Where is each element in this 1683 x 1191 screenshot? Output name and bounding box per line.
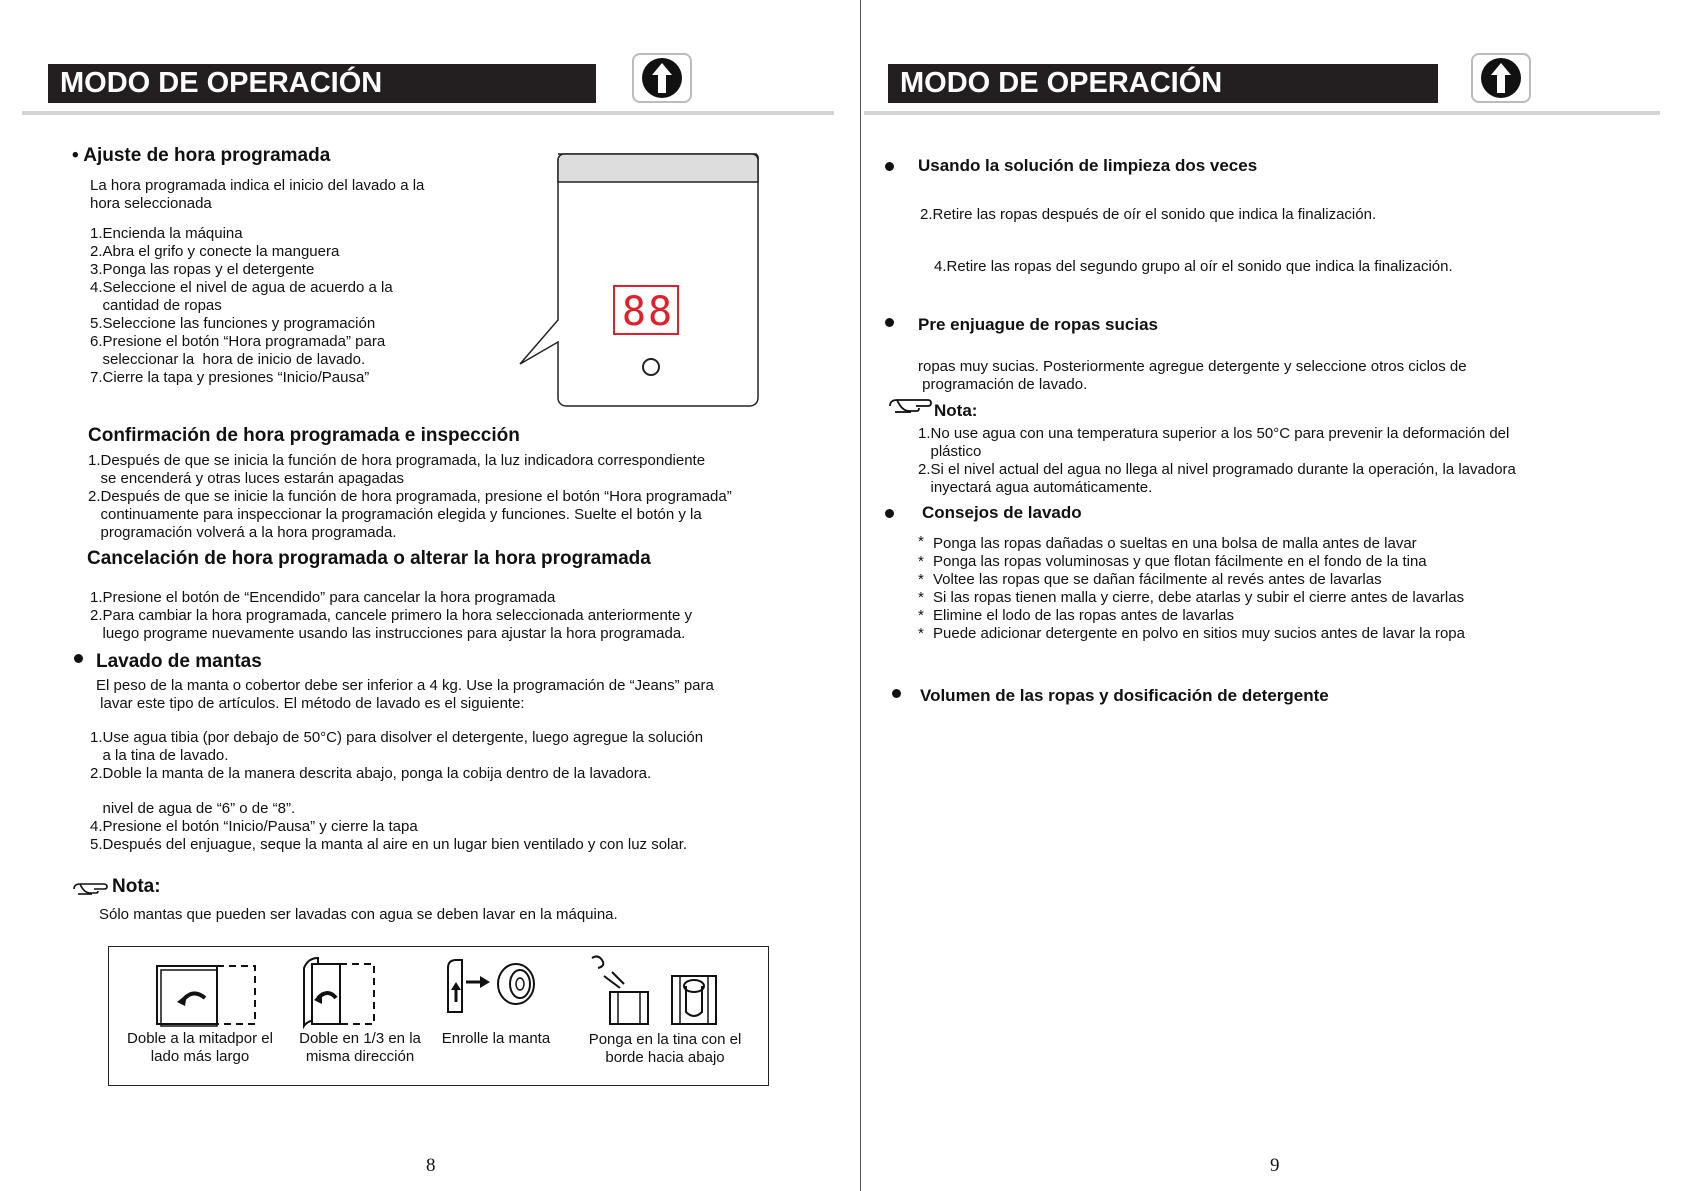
step-line: 6.Presione el botón “Hora programada” para (90, 333, 386, 350)
body-line: 2.Retire las ropas después de oír el sonido que indica la finalización. (920, 206, 1377, 223)
tip-line: Voltee las ropas que se dañan fácilmente al revés antes de lavarlas (933, 571, 1382, 588)
figure-caption: Ponga en la tina con el borde hacia abajo (588, 1031, 742, 1066)
left-header-title: MODO DE OPERACIÓN (48, 64, 596, 103)
figure-caption: Enrolle la manta (441, 1030, 551, 1047)
body-line: lavar este tipo de artículos. El método de lavado es el siguiente: (96, 695, 525, 712)
step-line: 5.Después del enjuague, seque la manta al aire en un lugar bien ventilado y con luz solar. (90, 836, 688, 853)
tip-line: Puede adicionar detergente en polvo en sitios muy sucios antes de lavar la ropa (933, 625, 1465, 642)
control-panel-illustration (518, 152, 760, 410)
up-arrow-icon (632, 53, 692, 103)
body-line: 2.Después de que se inicie la función de hora programada, presione el botón “Hora programada” (88, 488, 732, 505)
asterisk-icon: * (918, 589, 924, 606)
fold-half-icon (155, 962, 260, 1028)
body-line: programación de lavado. (918, 376, 1088, 393)
pointing-hand-icon (72, 880, 108, 898)
figure-caption: Doble a la mitadpor el lado más largo (127, 1030, 273, 1065)
tip-line: Ponga las ropas voluminosas y que flotan fácilmente en el fondo de la tina (933, 553, 1427, 570)
step-line: cantidad de ropas (90, 297, 222, 314)
note-line: 1.No use agua con una temperatura superior a los 50°C para prevenir la deformación del (918, 425, 1510, 442)
step-line: 1.Encienda la máquina (90, 225, 243, 242)
page-divider (860, 0, 861, 1191)
body-line: 4.Retire las ropas del segundo grupo al oír el sonido que indica la finalización. (934, 258, 1453, 275)
section-title-scheduled-time: • Ajuste de hora programada (72, 145, 331, 166)
note-line: inyectará agua automáticamente. (918, 479, 1153, 496)
body-line: 1.Presione el botón de “Encendido” para cancelar la hora programada (90, 589, 556, 606)
right-header-title: MODO DE OPERACIÓN (888, 64, 1438, 103)
note-line: plástico (918, 443, 982, 460)
step-line: 3.Ponga las ropas y el detergente (90, 261, 315, 278)
note-title: Nota: (112, 876, 161, 897)
body-line: continuamente para inspeccionar la programación elegida y funciones. Suelte el botón y la (88, 506, 702, 523)
body-line: luego programe nuevamente usando las instrucciones para ajustar la hora programada. (90, 625, 686, 642)
up-arrow-icon (1471, 53, 1531, 103)
header-rule (864, 111, 1660, 115)
tip-line: Si las ropas tienen malla y cierre, debe atarlas y subir el cierre antes de lavarlas (933, 589, 1465, 606)
step-line: nivel de agua de “6” o de “8”. (90, 800, 296, 817)
tip-line: Ponga las ropas dañadas o sueltas en una bolsa de malla antes de lavar (933, 535, 1417, 552)
asterisk-icon: * (918, 625, 924, 642)
step-line: 4.Seleccione el nivel de agua de acuerdo a la (90, 279, 393, 296)
bullet-icon (892, 689, 901, 698)
section-title-tips: Consejos de lavado (922, 503, 1082, 522)
note-title: Nota: (934, 401, 978, 420)
section-title-cleaning-twice: Usando la solución de limpieza dos veces (918, 156, 1258, 175)
body-line: programación volverá a la hora programada. (88, 524, 397, 541)
step-line: 1.Use agua tibia (por debajo de 50°C) para disolver el detergente, luego agregue la solución (90, 729, 704, 746)
step-line: a la tina de lavado. (90, 747, 229, 764)
section-title-cancel: Cancelación de hora programada o alterar la hora programada (87, 548, 651, 569)
place-in-tub-icon (590, 954, 720, 1026)
asterisk-icon: * (918, 571, 924, 588)
intro-line: La hora programada indica el inicio del lavado a la (90, 177, 425, 194)
bullet-icon (885, 162, 894, 171)
pointing-hand-icon (888, 396, 932, 416)
asterisk-icon: * (918, 607, 924, 624)
roll-blanket-icon (444, 958, 540, 1018)
asterisk-icon: * (918, 553, 924, 570)
asterisk-icon: * (918, 533, 924, 550)
step-line: 7.Cierre la tapa y presiones “Inicio/Pausa” (90, 369, 370, 386)
step-line: seleccionar la hora de inicio de lavado. (90, 351, 366, 368)
step-line: 2.Doble la manta de la manera descrita abajo, ponga la cobija dentro de la lavadora. (90, 765, 652, 782)
section-title-volume-dosage: Volumen de las ropas y dosificación de detergente (920, 686, 1329, 705)
section-title-prewash: Pre enjuague de ropas sucias (918, 315, 1158, 334)
bullet-icon (74, 654, 83, 663)
note-line: 2.Si el nivel actual del agua no llega al nivel programado durante la operación, la lavadora (918, 461, 1516, 478)
body-line: El peso de la manta o cobertor debe ser inferior a 4 kg. Use la programación de “Jeans” para (96, 677, 714, 694)
tip-line: Elimine el lodo de las ropas antes de lavarlas (933, 607, 1235, 624)
note-text: Sólo mantas que pueden ser lavadas con agua se deben lavar en la máquina. (99, 906, 618, 923)
intro-line: hora seleccionada (90, 195, 212, 212)
step-line: 2.Abra el grifo y conecte la manguera (90, 243, 340, 260)
body-line: 2.Para cambiar la hora programada, cancele primero la hora seleccionada anteriormente y (90, 607, 692, 624)
step-line: 5.Seleccione las funciones y programación (90, 315, 376, 332)
digital-display-digits: 88 (621, 289, 675, 335)
fold-third-icon (300, 956, 380, 1030)
section-title-blankets: Lavado de mantas (96, 651, 262, 672)
body-line: se encenderá y otras luces estarán apagadas (88, 470, 405, 487)
section-title-confirmation: Confirmación de hora programada e inspección (88, 425, 520, 446)
figure-caption: Doble en 1/3 en la misma dirección (299, 1030, 421, 1065)
body-line: 1.Después de que se inicia la función de hora programada, la luz indicadora correspondiente (88, 452, 706, 469)
bullet-icon (885, 318, 894, 327)
step-line: 4.Presione el botón “Inicio/Pausa” y cierre la tapa (90, 818, 418, 835)
page-number: 8 (426, 1155, 436, 1176)
header-rule (22, 111, 834, 115)
bullet-icon (885, 509, 894, 518)
page-number: 9 (1270, 1155, 1280, 1176)
body-line: ropas muy sucias. Posteriormente agregue detergente y seleccione otros ciclos de (918, 358, 1467, 375)
